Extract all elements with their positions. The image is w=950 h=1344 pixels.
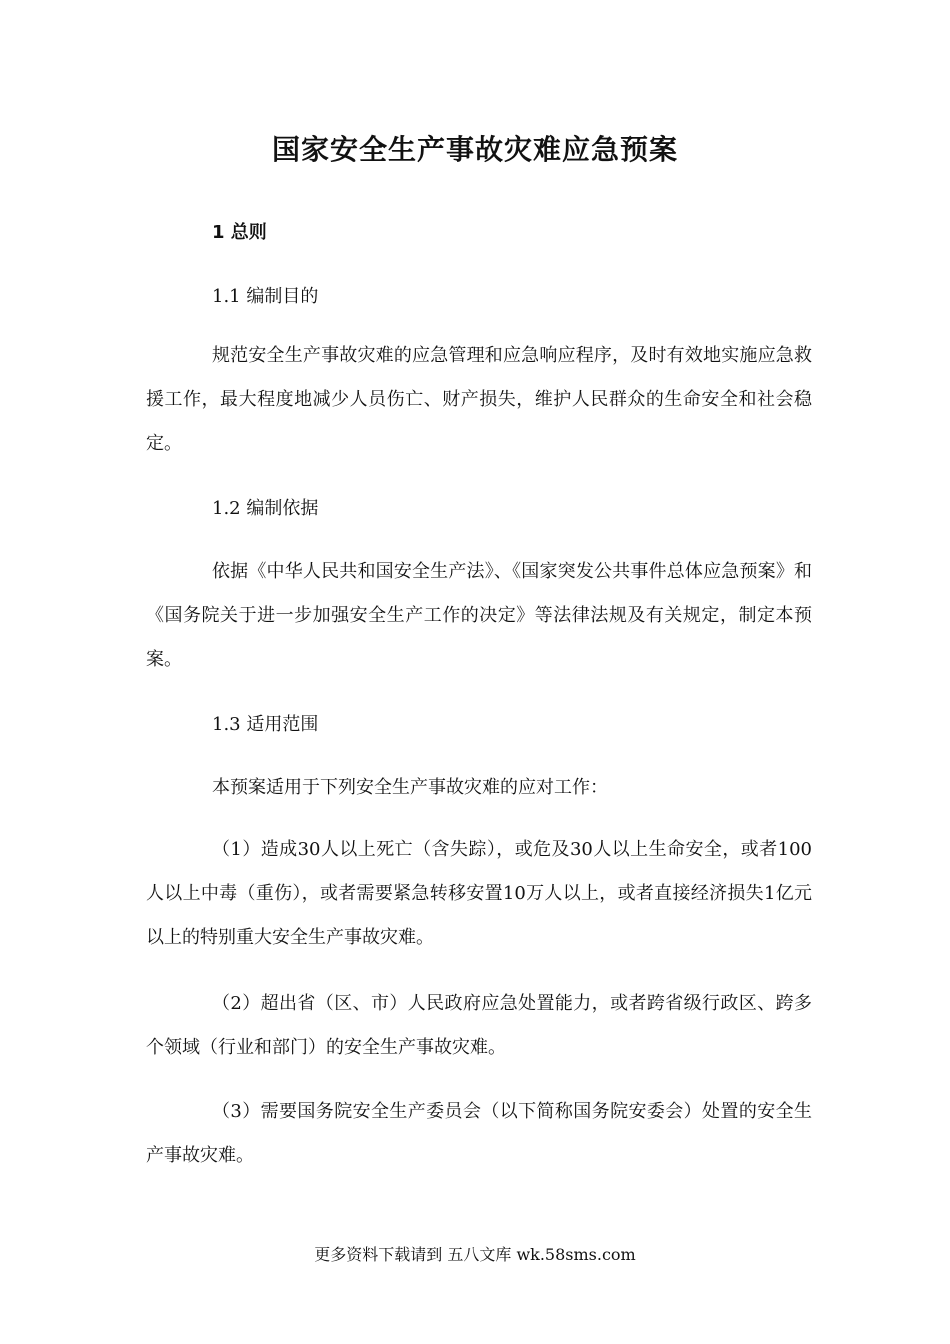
list-item-scope-1: （1）造成30人以上死亡（含失踪），或危及30人以上生命安全，或者100人以上中毒（重伤），或者需要紧急转移安置10万人以上，或者直接经济损失1亿元以上的特别重大安全生产事故灾难。	[146, 839, 812, 948]
footer-download-note: 更多资料下载请到 五八文库 wk.58sms.com	[314, 1245, 636, 1264]
section-heading-general: 1 总则	[212, 222, 267, 243]
paragraph-basis: 依据《中华人民共和国安全生产法》、《国家突发公共事件总体应急预案》和《国务院关于进一步加强安全生产工作的决定》等法律法规及有关规定，制定本预案。	[146, 561, 812, 670]
paragraph-scope-intro: 本预案适用于下列安全生产事故灾难的应对工作：	[212, 777, 608, 798]
list-item-scope-2: （2）超出省（区、市）人民政府应急处置能力，或者跨省级行政区、跨多个领域（行业和部门）的安全生产事故灾难。	[146, 993, 812, 1058]
subheading-scope: 1.3 适用范围	[212, 714, 319, 735]
list-item-scope-3: （3）需要国务院安全生产委员会（以下简称国务院安委会）处置的安全生产事故灾难。	[146, 1101, 812, 1166]
document-title: 国家安全生产事故灾难应急预案	[271, 133, 678, 166]
subheading-basis: 1.2 编制依据	[212, 498, 319, 519]
subheading-purpose: 1.1 编制目的	[212, 286, 319, 307]
paragraph-purpose: 规范安全生产事故灾难的应急管理和应急响应程序，及时有效地实施应急救援工作，最大程度地减少人员伤亡、财产损失，维护人民群众的生命安全和社会稳定。	[146, 345, 812, 454]
